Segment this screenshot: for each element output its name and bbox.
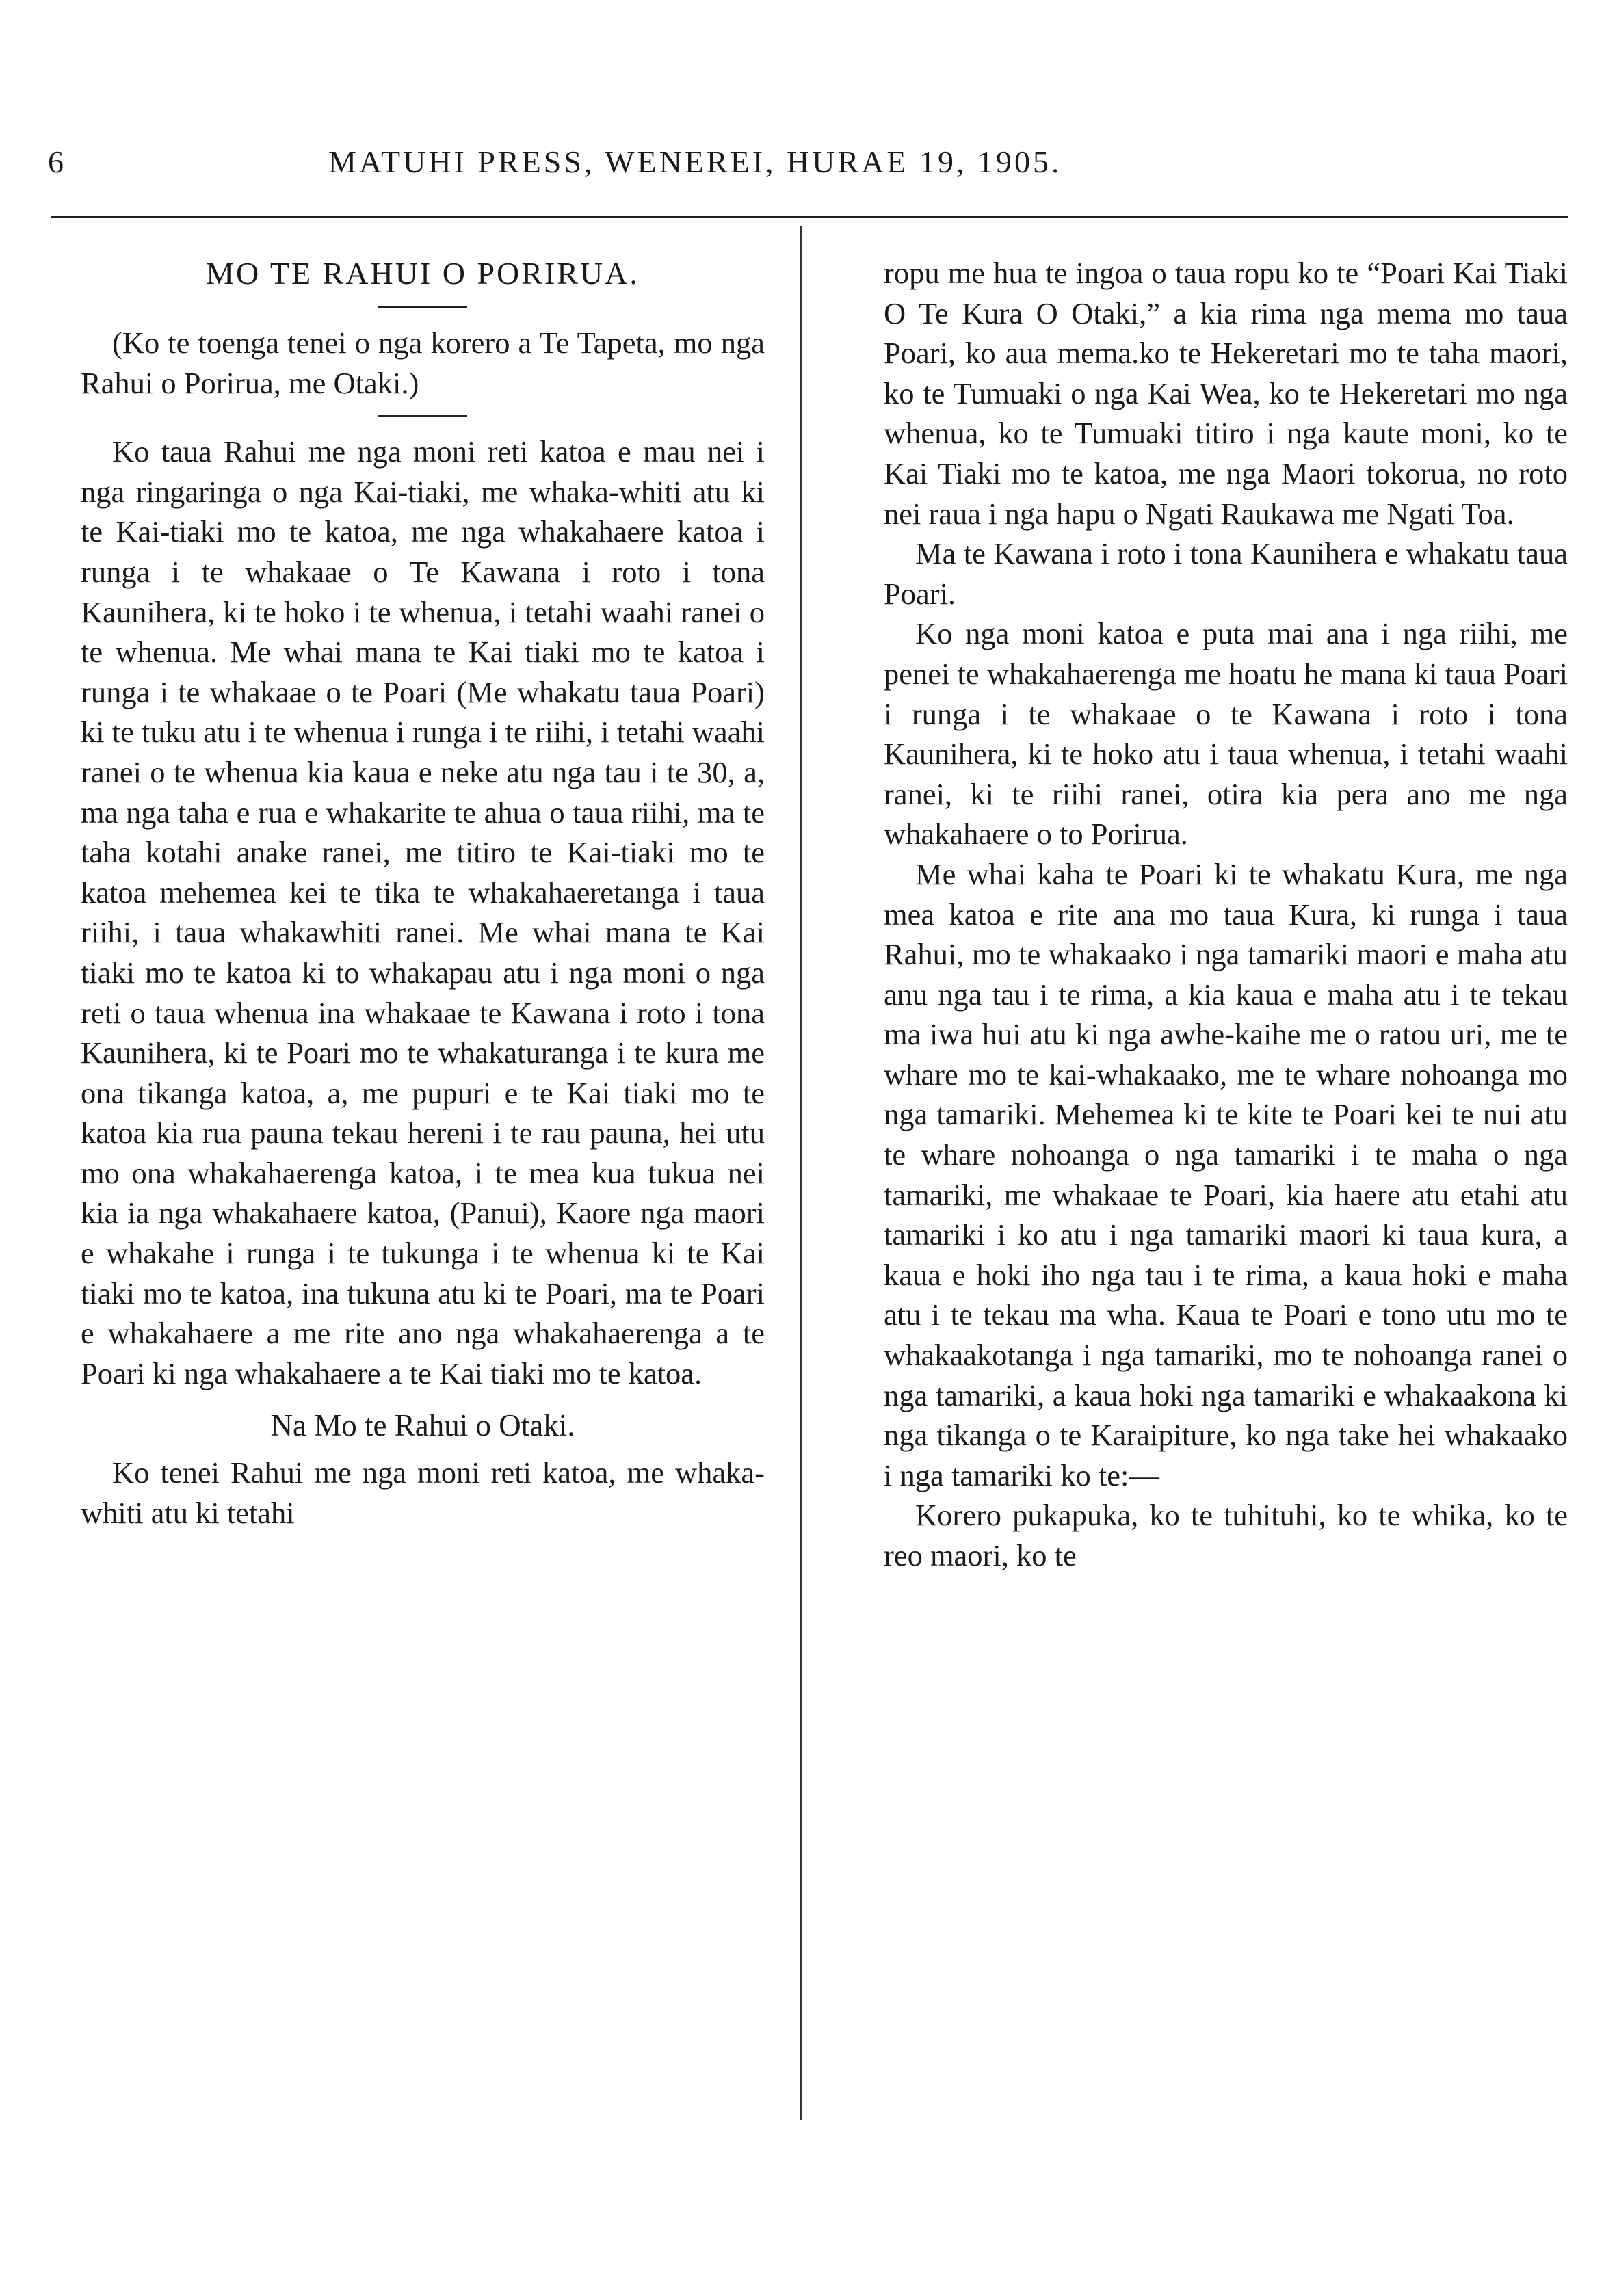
left-column [81, 253, 765, 1533]
spacer [81, 1393, 765, 1399]
body-paragraph: Korero pukapuka, ko te tuhituhi, ko te whika, ko te reo maori, ko te [884, 1498, 1568, 1572]
running-head: MATUHI PRESS, WENEREI, HURAE 19, 1905. [328, 144, 1062, 179]
body-paragraph: Ma te Kawana i roto i tona Kaunihera e whakatu taua Poari. [884, 536, 1568, 611]
body-paragraph: Ko tenei Rahui me nga moni reti katoa, me whaka-whiti atu ki tetahi [81, 1455, 765, 1530]
body-paragraph: ropu me hua te ingoa o taua ropu ko te “Poari Kai Tiaki O Te Kura O Otaki,” a kia rima nga mema mo taua Poari, ko aua mema.ko te Hekeretari mo te taha maori, ko te Tumuaki o nga Kai Wea, ko te Hekeretari mo nga whenua, ko te Tumuaki titiro i nga kaute moni, ko te Kai Tiaki mo te katoa, me nga Maori tokorua, no roto nei raua i nga hapu o Ngati Raukawa me Ngati Toa. [884, 256, 1568, 531]
right-column [884, 253, 1568, 1576]
header-rule [51, 216, 1568, 218]
page-number: 6 [48, 144, 64, 179]
intro-rule [378, 415, 467, 417]
article-title: MO TE RAHUI O PORIRUA. [206, 256, 640, 291]
body-paragraph: Me whai kaha te Poari ki te whakatu Kura, me nga mea katoa e rite ana mo taua Kura, ki runga i taua Rahui, mo te whakaako i nga tamariki maori e maha atu anu nga tau i te rima, a kia kaua e maha atu i te tekau ma iwa hui atu ki nga awhe-kaihe me o ratou uri, me te whare mo te kai-whakaako, me te whare nohoanga mo nga tamariki. Mehemea ki te kite te Poari kei te nui atu te whare nohoanga o nga tamariki i te maha o nga tamariki, me whakaae te Poari, kia haere atu etahi atu tamariki i ko atu i nga tamariki maori ki taua kura, a kaua e hoki iho nga tau i te rima, a kaua hoki e maha atu i te tekau ma wha. Kaua te Poari e tono utu mo te whakaakotanga i nga tamariki, mo te nohoanga ranei o nga tamariki, a kaua hoki nga tamariki e whakaakona ki nga tikanga o te Karaipiture, ko nga take hei whakaako i nga tamariki ko te:— [884, 856, 1568, 1492]
column-divider [800, 226, 802, 2120]
body-paragraph: Ko nga moni katoa e puta mai ana i nga riihi, me penei te whakahaerenga me hoatu he mana ki taua Poari i runga i te whakaae o te Kawana i roto i tona Kaunihera, ki te hoko atu i taua whenua, i tetahi waahi ranei, ki te riihi ranei, otira kia pera ano me nga whakahaere o to Porirua. [884, 616, 1568, 852]
intro-paragraph: (Ko te toenga tenei o nga korero a Te Tapeta, mo nga Rahui o Porirua, me Otaki.) [81, 326, 765, 400]
title-rule [378, 306, 467, 308]
page-header [41, 144, 1580, 198]
section-subhead: Na Mo te Rahui o Otaki. [270, 1408, 575, 1443]
body-paragraph: Ko taua Rahui me nga moni reti katoa e mau nei i nga ringaringa o nga Kai-tiaki, me whaka-whiti atu ki te Kai-tiaki mo te katoa, me nga whakahaere katoa i runga i te whakaae o Te Kawana i roto i tona Kaunihera, ki te hoko i te whenua, i tetahi waahi ranei o te whenua. Me whai mana te Kai tiaki mo te katoa i runga i te whakaae o te Poari (Me whakatu taua Poari) ki te tuku atu i te whenua i runga i te riihi, i tetahi waahi ranei o te whenua kia kaua e neke atu nga tau i te 30, a, ma nga taha e rua e whakarite te ahua o taua riihi, ma te taha kotahi anake ranei, me titiro te Kai-tiaki mo te katoa mehemea kei te tika te whakahaeretanga i taua riihi, i taua whakawhiti ranei. Me whai mana te Kai tiaki mo te katoa ki to whakapau atu i nga moni o nga reti o taua whenua ina whakaae te Kawana i roto i tona Kaunihera, ki te Poari mo te whakaturanga i te kura me ona tikanga katoa, a, me pupuri e te Kai tiaki mo te katoa kia rua pauna tekau hereni i te rau pauna, hei utu mo ona whakahaerenga katoa, i te mea kua tukua nei kia ia nga whakahaere katoa, (Panui), Kaore nga maori e whakahe i runga i te tukunga i te whenua ki te Kai tiaki mo te katoa, ina tukuna atu ki te Poari, ma te Poari e whakahaere a me rite ano nga whakahaerenga a te Poari ki nga whakahaere a te Kai tiaki mo te katoa. [81, 434, 765, 1390]
